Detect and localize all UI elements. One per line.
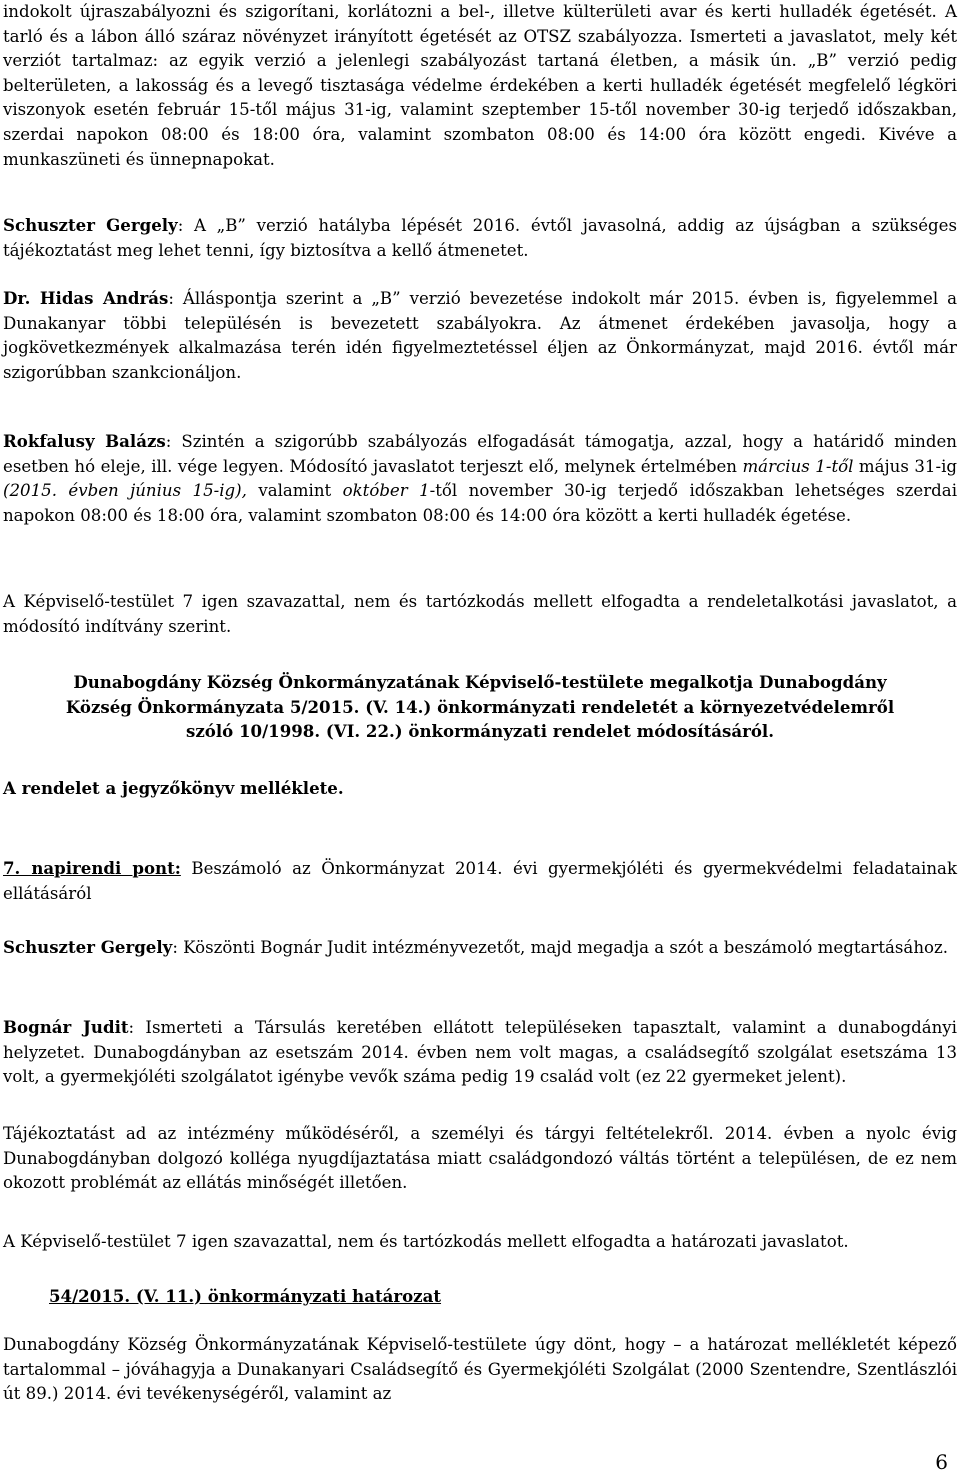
paragraph-vote-1 xyxy=(3,590,957,639)
paragraph-text: május 31-ig xyxy=(853,456,958,476)
paragraph-schuszter-2 xyxy=(3,935,957,961)
regulation-title-line: Község Önkormányzata 5/2015. (V. 14.) önkormányzati rendeletét a környezetvédelemről xyxy=(65,696,895,717)
paragraph-text: valamint xyxy=(246,481,343,501)
paragraph-text: Tájékoztatást ad az intézmény működéséről, a személyi és tárgyi feltételekről. 2014. évben a nyolc évig Dunabogdányban dolgozó kolléga nyugdíjaztatása miatt családgondozó váltás történt a településen, de ez nem okozott problémát az ellátás minőségét illetően. xyxy=(3,1124,957,1193)
paragraph-text: : Köszönti Bognár Judit intézményvezetőt, majd megadja a szót a beszámoló megtartásához. xyxy=(172,938,949,957)
paragraph-text: : Ismerteti a Társulás keretében ellátott településeken tapasztalt, valamint a dunabogdányi helyzetet. Dunabogdányban az esetszám 2014. évben nem volt magas, a családsegítő szolgálat esetszáma 13 volt, a gyermekjóléti szolgálatot igénybe vevők száma pedig 19 család volt (ez 22 gyermeket jelent). xyxy=(3,1018,957,1087)
paragraph-text: A Képviselő-testület 7 igen szavazattal, nem és tartózkodás mellett elfogadta a rendeletalkotási javaslatot, a módosító indítvány szerint. xyxy=(3,592,957,636)
italic-amendment: (2015. évben június 15-ig), xyxy=(3,481,247,501)
paragraph-text: -től november 30-ig terjedő időszakban lehetséges szerdai napokon 08:00 és 18:00 óra, valamint szombaton 08:00 és 14:00 óra között a kerti hulladék égetése. xyxy=(3,481,958,525)
paragraph-text: Beszámoló az Önkormányzat 2014. évi gyermekjóléti és gyermekvédelmi feladatainak ellátásáról xyxy=(3,859,957,903)
paragraph-text: : A „B” verzió hatályba lépését 2016. évtől javasolná, addig az újságban a szükséges tájékoztatást meg lehet tenni, így biztosítva a kellő átmenetet. xyxy=(3,216,957,260)
regulation-title-line: Dunabogdány Község Önkormányzatának Képviselő-testülete megalkotja Dunabogdány xyxy=(73,672,887,692)
agenda-item-7 xyxy=(3,856,957,906)
paragraph-text: A Képviselő-testület 7 igen szavazattal, nem és tartózkodás mellett elfogadta a határozati javaslatot. xyxy=(3,1232,849,1251)
regulation-title-line: szóló 10/1998. (VI. 22.) önkormányzati rendelet módosításáról. xyxy=(186,721,774,742)
paragraph-annex-note xyxy=(3,776,957,801)
speaker-name: Schuszter Gergely xyxy=(3,215,178,235)
speaker-name: Dr. Hidas András xyxy=(3,288,169,308)
speaker-name: Bognár Judit xyxy=(3,1017,129,1037)
speaker-name: Schuszter Gergely xyxy=(3,937,173,957)
paragraph-text: : Álláspontja szerint a „B” verzió bevezetése indokolt már 2015. évben is, figyelemmel a Dunakanyar többi településén is bevezetett szabályokra. Az átmenet érdekében javasolja, hogy a jogkövetkezmények alkalmazása terén idén figyelmeztetéssel éljen az Önkormányzat, majd 2016. évtől már szigorúbban szankcionáljon. xyxy=(3,289,957,382)
paragraph-vote-2 xyxy=(3,1230,957,1255)
italic-amendment: október 1 xyxy=(342,481,430,501)
paragraph-bognar xyxy=(3,1015,957,1090)
page-number: 6 xyxy=(935,1450,948,1474)
paragraph-text: indokolt újraszabályozni és szigorítani, korlátozni a bel-, illetve külterületi avar és kerti hulladék égetését. A tarló és a lábon álló száraz növényzet irányított égetését az OTSZ szabályozza. Ismerteti a javaslatot, mely két verziót tartalmaz: az egyik verzió a jelenlegi szabályozást tartaná életben, a másik ún. „B” verzió pedig belterületen, a lakosság és a levegő tisztasága védelme érdekében a kerti hulladék égetését megfelelő légköri viszonyok esetén február 15-től május 31-ig, valamint szeptember 15-től november 30-ig terjedő időszakban, szerdai napokon 08:00 és 18:00 óra, valamint szombaton 08:00 és 14:00 óra között engedi. Kivéve a munkaszüneti és ünnepnapokat. xyxy=(3,2,957,169)
speaker-name: Rokfalusy Balázs xyxy=(3,431,166,451)
paragraph-rokfalusy xyxy=(3,429,957,528)
agenda-item-label: 7. napirendi pont: xyxy=(3,858,181,878)
paragraph-resolution-body xyxy=(3,1333,957,1407)
paragraph-text: : Szintén a szigorúbb szabályozás elfogadását támogatja, azzal, hogy a határidő minden esetben hó eleje, ill. vége legyen. Módosító javaslatot terjeszt elő, melynek értelmében xyxy=(3,432,957,476)
paragraph-hidas xyxy=(3,286,957,385)
paragraph-info xyxy=(3,1122,957,1196)
resolution-title xyxy=(49,1284,909,1309)
paragraph-burning-rules xyxy=(3,0,957,172)
paragraph-text: A rendelet a jegyzőkönyv melléklete. xyxy=(3,778,344,798)
regulation-title xyxy=(40,670,920,744)
paragraph-text: Dunabogdány Község Önkormányzatának Képviselő-testülete úgy dönt, hogy – a határozat mellékletét képező tartalommal – jóváhagyja a Dunakanyari Családsegítő és Gyermekjóléti Szolgálat (2000 Szentendre, Szentlászlói út 89.) 2014. évi tevékenységéről, valamint az xyxy=(3,1335,957,1404)
italic-amendment: március 1-től xyxy=(742,456,854,476)
resolution-title-text: 54/2015. (V. 11.) önkormányzati határozat xyxy=(49,1286,442,1306)
paragraph-schuszter-1 xyxy=(3,213,957,263)
